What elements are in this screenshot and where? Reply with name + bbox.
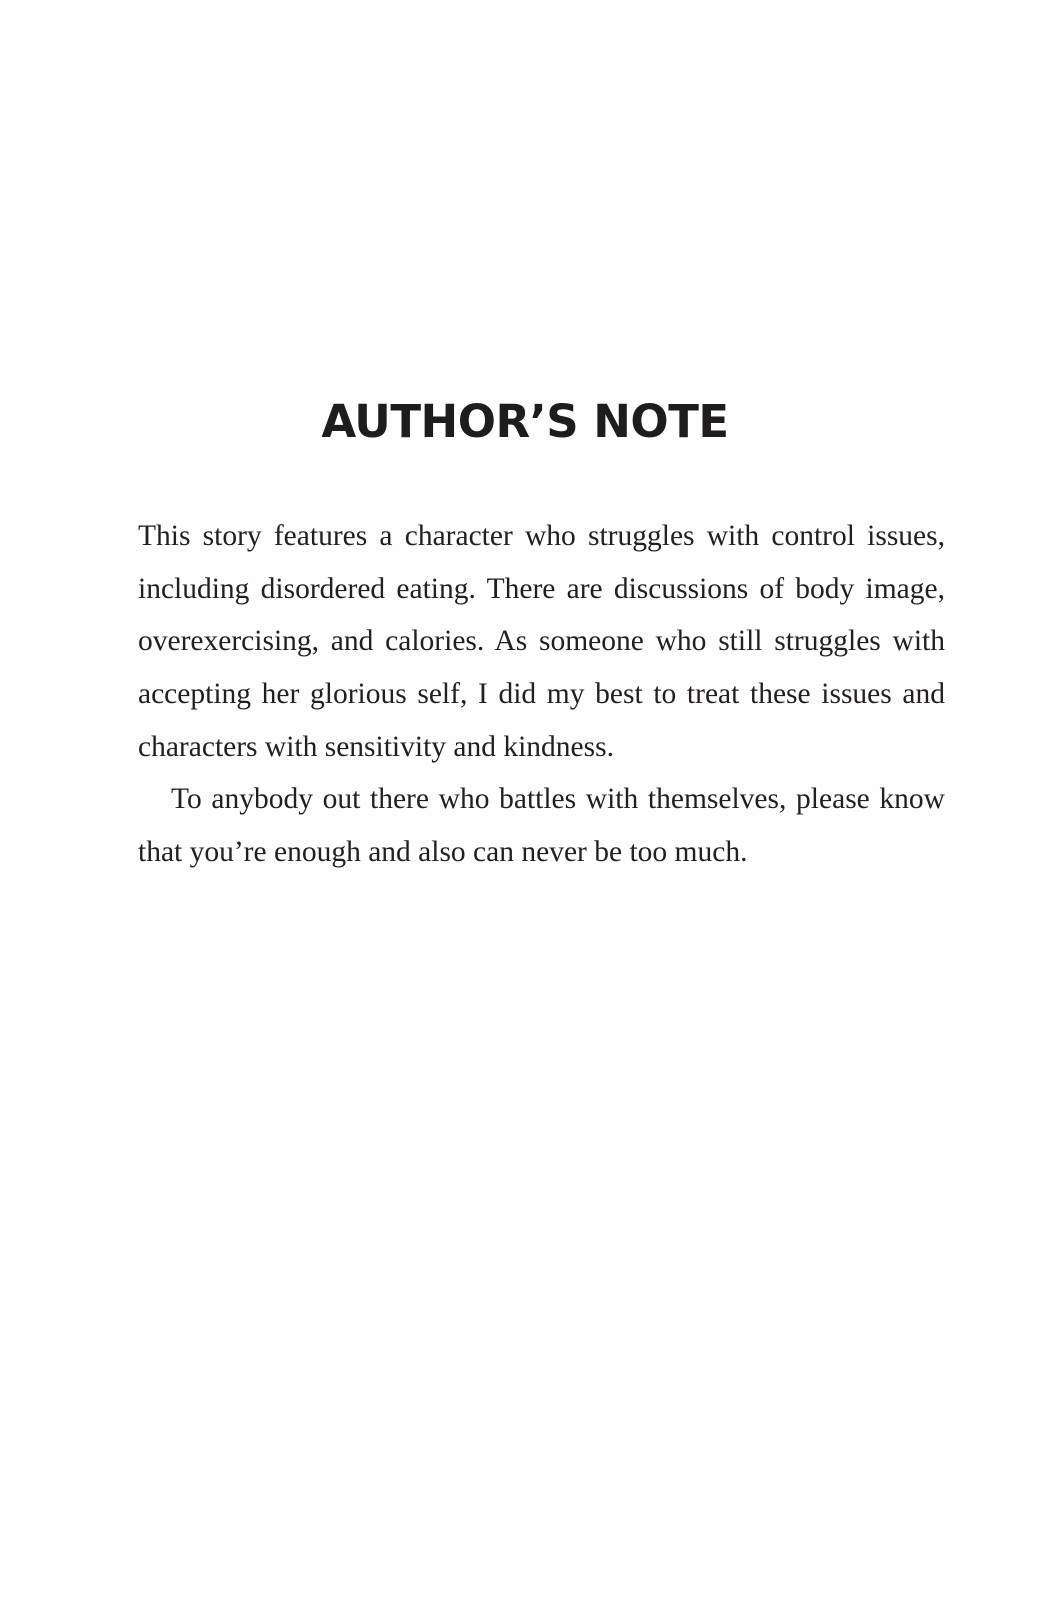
text-line: that you’re enough and also can never be too much.	[138, 836, 748, 869]
text-line: To anybody out there who battles with themselves, please know	[171, 783, 945, 816]
text-line: accepting her glorious self, I did my best to treat these issues and	[138, 678, 945, 711]
text-line: This story features a character who struggles with control issues,	[138, 520, 945, 552]
paragraph-2	[138, 773, 945, 878]
text-line: overexercising, and calories. As someone who still struggles with	[138, 625, 945, 658]
author-note-body	[138, 510, 945, 879]
page-title: AUTHOR’S NOTE	[321, 395, 729, 448]
text-line: characters with sensitivity and kindness.	[138, 730, 614, 763]
text-line: including disordered eating. There are discussions of body image,	[138, 572, 945, 605]
paragraph-1	[138, 510, 945, 773]
